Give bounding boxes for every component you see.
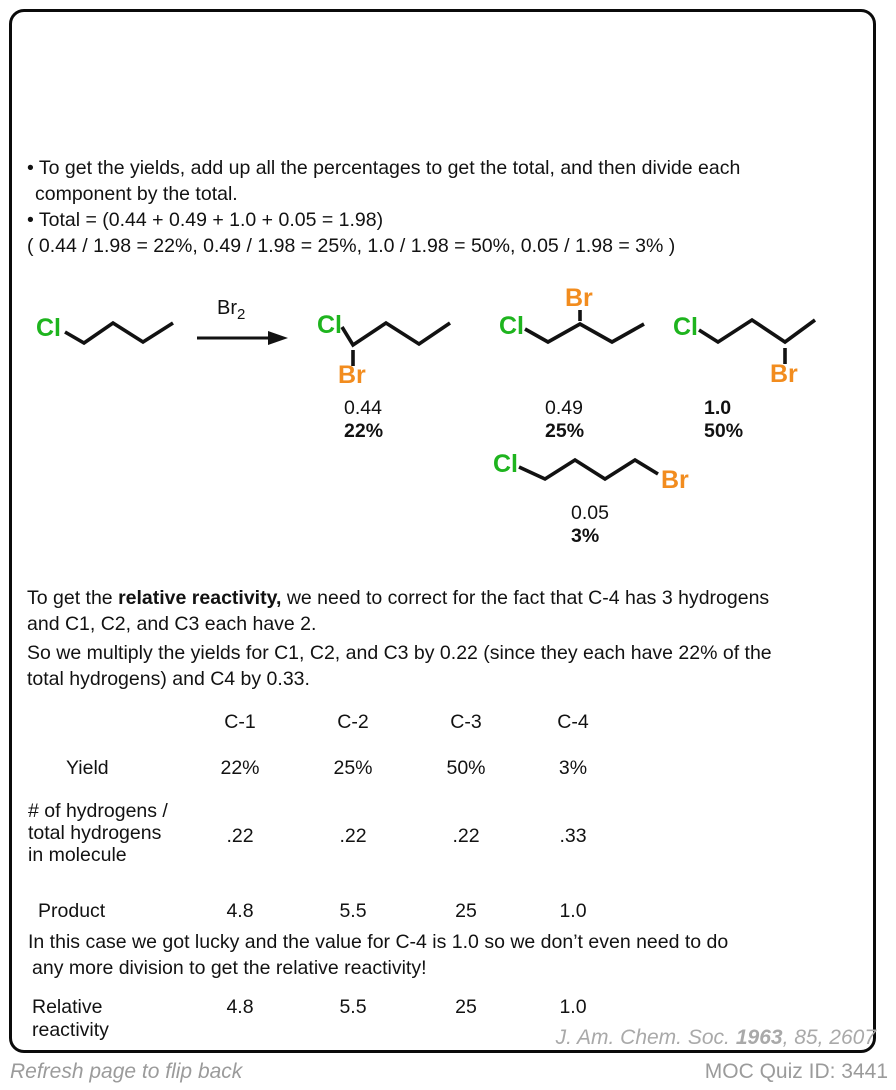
lucky-line-1: In this case we got lucky and the value for C-4 is 1.0 so we don’t even need to do: [28, 931, 729, 953]
hydrogens-cell-c4: .33: [559, 824, 587, 847]
chlorine-atom-label: Cl: [499, 312, 524, 340]
carbon-chain: [65, 323, 173, 343]
reagent-subscript: 2: [237, 306, 246, 323]
hydrogens-label-line3: in molecule: [28, 844, 127, 866]
column-header-c1: C-1: [224, 710, 256, 733]
product3-ratio: 1.0: [704, 397, 732, 419]
citation-pages: 2607: [829, 1026, 876, 1049]
reactant-structure: [28, 305, 188, 353]
carbon-chain: [519, 460, 658, 479]
bromine-atom-label: Br: [770, 360, 798, 388]
chlorine-atom-label: Cl: [36, 314, 61, 342]
intro-line-4: ( 0.44 / 1.98 = 22%, 0.49 / 1.98 = 25%, 1.0 / 1.98 = 50%, 0.05 / 1.98 = 3% ): [27, 235, 676, 257]
intro-line-3: • Total = (0.44 + 0.49 + 1.0 + 0.05 = 1.98): [27, 209, 384, 231]
product-cell-c1: 4.8: [226, 899, 254, 922]
relative-value-c3: 25: [455, 996, 477, 1018]
product-cell-c2: 5.5: [339, 899, 367, 922]
column-header-c2: C-2: [337, 710, 369, 733]
product1-percent: 22%: [344, 420, 384, 442]
intro-line-1: • To get the yields, add up all the percentages to get the total, and then divide each: [27, 157, 741, 179]
footer-quiz-id: MOC Quiz ID: 3441: [704, 1060, 888, 1083]
reaction-arrow: [197, 330, 289, 346]
citation-journal: J. Am. Chem. Soc.: [555, 1026, 730, 1049]
row-label-hydrogens: [28, 792, 183, 888]
product3-structure: [671, 302, 826, 390]
product1-yield-label: [344, 397, 383, 443]
reactivity-line-3: So we multiply the yields for C1, C2, and C3 by 0.22 (since they each have 22% of the: [27, 642, 772, 664]
reactivity-line1-bold: relative reactivity,: [118, 587, 282, 609]
reactivity-line-1: [27, 585, 772, 611]
reactivity-line1-prefix: To get the: [27, 587, 119, 609]
yield-table: [28, 700, 623, 934]
bromine-atom-label: Br: [338, 361, 366, 389]
hydrogens-cell-c3: .22: [452, 824, 480, 847]
product1-ratio: 0.44: [344, 397, 382, 419]
product3-yield-label: [704, 397, 743, 443]
hydrogens-label-line2: total hydrogens: [28, 822, 162, 844]
yield-cell-c2: 25%: [333, 756, 373, 779]
product-cell-c3: 25: [455, 899, 477, 922]
column-header-c3: C-3: [450, 710, 482, 733]
row-label-yield: Yield: [66, 756, 109, 779]
relative-label-line1: Relative: [32, 996, 103, 1018]
column-header-c4: C-4: [557, 710, 589, 733]
product2-ratio: 0.49: [545, 397, 583, 419]
relative-value-c2: 5.5: [339, 996, 367, 1018]
chlorine-atom-label: Cl: [317, 311, 342, 339]
footer-refresh-note: Refresh page to flip back: [10, 1060, 243, 1083]
carbon-chain: [525, 324, 644, 342]
reagent-symbol: Br: [217, 297, 237, 319]
reactivity-line-2: and C1, C2, and C3 each have 2.: [27, 613, 317, 635]
bromine-atom-label: Br: [565, 284, 593, 312]
product4-percent: 3%: [571, 525, 600, 547]
relative-label-line2: reactivity: [32, 1019, 109, 1041]
product2-percent: 25%: [545, 420, 585, 442]
relative-reactivity-label: [28, 996, 183, 1042]
reactivity-explanation: [27, 585, 772, 692]
reactivity-line1-rest: we need to correct for the fact that C-4 has 3 hydrogens: [281, 587, 770, 609]
citation-volume: 85: [794, 1026, 818, 1049]
product4-structure: [491, 446, 701, 494]
yield-cell-c1: 22%: [220, 756, 260, 779]
journal-citation: [556, 1026, 876, 1050]
product3-percent: 50%: [704, 420, 744, 442]
citation-separator: ,: [817, 1026, 830, 1049]
reagent-label: [217, 297, 245, 323]
chlorine-atom-label: Cl: [673, 313, 698, 341]
relative-value-c4: 1.0: [559, 996, 587, 1018]
citation-year: 1963: [735, 1026, 783, 1049]
hydrogens-cell-c2: .22: [339, 824, 367, 847]
arrow-head: [268, 331, 288, 345]
citation-separator: ,: [782, 1026, 795, 1049]
product-cell-c4: 1.0: [559, 899, 587, 922]
product4-yield-label: [571, 502, 609, 548]
yield-cell-c4: 3%: [558, 756, 588, 779]
hydrogens-label-line1: # of hydrogens /: [28, 800, 168, 822]
intro-text: [27, 155, 740, 259]
product2-yield-label: [545, 397, 584, 443]
reactivity-line-4: total hydrogens) and C4 by 0.33.: [27, 668, 310, 690]
product2-structure: [497, 280, 652, 352]
row-label-product: Product: [38, 899, 106, 922]
intro-line-2: component by the total.: [35, 183, 238, 205]
chlorine-atom-label: Cl: [493, 450, 518, 478]
bromine-atom-label: Br: [661, 466, 689, 494]
product1-structure: [314, 302, 464, 390]
carbon-chain: [699, 320, 815, 342]
relative-value-c1: 4.8: [226, 996, 254, 1018]
yield-cell-c3: 50%: [446, 756, 486, 779]
table-corner-cell: [28, 700, 183, 744]
hydrogens-cell-c1: .22: [226, 824, 254, 847]
product4-ratio: 0.05: [571, 502, 609, 524]
relative-reactivity-row: [28, 996, 623, 1042]
carbon-chain: [342, 323, 450, 345]
lucky-line-2: any more division to get the relative reactivity!: [32, 957, 427, 979]
lucky-note: [28, 929, 728, 981]
